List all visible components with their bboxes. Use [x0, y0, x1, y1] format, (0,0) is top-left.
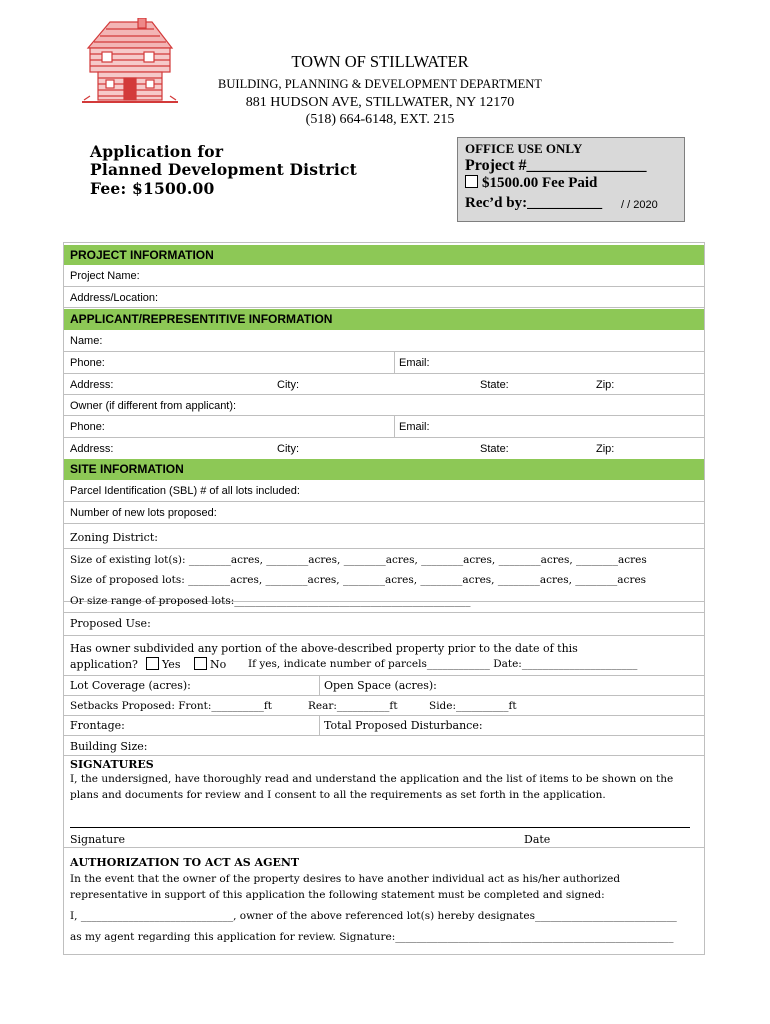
application-title-line1: Application for: [90, 142, 224, 161]
section-applicant-information: APPLICANT/REPRESENTITIVE INFORMATION: [64, 309, 704, 330]
signature-line[interactable]: [70, 827, 690, 828]
applicant-state-label: State:: [480, 379, 509, 391]
signature-label: Signature: [70, 833, 126, 846]
parcel-label: Parcel Identification (SBL) # of all lots included:: [70, 485, 300, 497]
zoning-row[interactable]: [64, 524, 704, 549]
frontage-label: Frontage:: [70, 719, 125, 732]
building-size-label: Building Size:: [70, 740, 148, 753]
divider: [319, 676, 320, 696]
zoning-label: Zoning District:: [70, 531, 158, 544]
agent-designation-line[interactable]: I, _____________________________, owner of the above referenced lot(s) hereby designates___________________________: [70, 910, 677, 922]
owner-row[interactable]: [64, 395, 704, 416]
coverage-row: [64, 676, 704, 696]
yes-label: Yes: [162, 658, 181, 671]
department-phone: (518) 664-6148, EXT. 215: [305, 112, 455, 127]
owner-label: Owner (if different from applicant):: [70, 400, 237, 412]
setbacks-rear: Rear:__________ft: [308, 700, 398, 712]
subdivided-row: [64, 636, 704, 676]
applicant-phone-label: Phone:: [70, 357, 105, 369]
size-range-label: Or size range of proposed lots:_____________________________________________: [70, 595, 471, 607]
office-date: / / 2020: [621, 199, 658, 211]
new-lots-label: Number of new lots proposed:: [70, 507, 217, 519]
fee-paid-label: $1500.00 Fee Paid: [482, 175, 598, 191]
agent-section: [64, 848, 704, 954]
applicant-name-label: Name:: [70, 335, 103, 347]
divider: [394, 416, 395, 438]
setbacks-front: Setbacks Proposed: Front:__________ft: [70, 700, 272, 712]
signatures-section: [64, 756, 704, 848]
owner-city-label: City:: [277, 443, 299, 455]
signatures-title: SIGNATURES: [70, 758, 154, 771]
no-label: No: [210, 658, 227, 671]
applicant-phone-email-row: [64, 352, 704, 374]
owner-address-row: [64, 438, 704, 458]
applicant-city-label: City:: [277, 379, 299, 391]
existing-lot-sizes: Size of existing lot(s): ________acres, ________acres, ________acres, ________acres, ________acres, ________acres: [70, 554, 647, 566]
open-space-label: Open Space (acres):: [324, 679, 437, 692]
frontage-row: [64, 716, 704, 736]
address-location-row[interactable]: [64, 287, 704, 308]
proposed-use-row[interactable]: [64, 612, 704, 636]
section-project-information: PROJECT INFORMATION: [64, 245, 704, 265]
town-logo: [80, 18, 180, 106]
application-form: [63, 242, 705, 955]
owner-phone-label: Phone:: [70, 421, 105, 433]
address-location-label: Address/Location:: [70, 292, 159, 304]
setbacks-row[interactable]: [64, 696, 704, 716]
fee-paid-checkbox[interactable]: [465, 175, 478, 188]
no-checkbox[interactable]: [194, 657, 207, 670]
divider: [319, 716, 320, 736]
office-fee-paid: [465, 175, 597, 192]
applicant-zip-label: Zip:: [596, 379, 615, 391]
owner-email-label: Email:: [399, 421, 430, 433]
parcel-row[interactable]: [64, 480, 704, 502]
new-lots-row[interactable]: [64, 502, 704, 524]
agent-title: AUTHORIZATION TO ACT AS AGENT: [70, 856, 300, 869]
disturbance-label: Total Proposed Disturbance:: [324, 719, 483, 732]
yes-option[interactable]: [140, 657, 180, 671]
proposed-lot-sizes: Size of proposed lots: ________acres, ________acres, ________acres, ________acres, ________acres, ________acres: [70, 574, 647, 586]
lot-coverage-label: Lot Coverage (acres):: [70, 679, 191, 692]
town-title: TOWN OF STILLWATER: [291, 52, 469, 71]
office-project-number: Project #_______________: [465, 157, 647, 174]
agent-signature-line[interactable]: as my agent regarding this application for review. Signature:_____________________________________________________: [70, 931, 674, 943]
office-received-by: Rec’d by:__________: [465, 195, 603, 211]
owner-state-label: State:: [480, 443, 509, 455]
owner-address-label: Address:: [70, 443, 114, 455]
proposed-use-label: Proposed Use:: [70, 617, 151, 630]
application-title-line2: Planned Development District: [90, 160, 358, 179]
owner-phone-email-row: [64, 416, 704, 438]
section-site-information: SITE INFORMATION: [64, 459, 704, 480]
signatures-text-line1: I, the undersigned, have thoroughly read and understand the application and the list of items to be shown on the: [70, 773, 674, 785]
size-range-row[interactable]: [64, 590, 704, 613]
applicant-name-row[interactable]: [64, 330, 704, 352]
parcels-count-date[interactable]: If yes, indicate number of parcels____________ Date:______________________: [248, 658, 638, 670]
subdivided-question-cont: application?: [70, 658, 138, 671]
office-use-title: OFFICE USE ONLY: [465, 141, 583, 156]
applicant-address-row: [64, 374, 704, 395]
office-use-box: [457, 137, 685, 222]
agent-text-line1: In the event that the owner of the property desires to have another individual act as his/her authorized: [70, 873, 621, 885]
applicant-email-label: Email:: [399, 357, 430, 369]
subdivided-question: Has owner subdivided any portion of the above-described property prior to the date of this: [70, 642, 578, 655]
signatures-text-line2: plans and documents for review and I consent to all the requirements as set forth in the application.: [70, 789, 606, 801]
date-label: Date: [524, 833, 551, 846]
no-option[interactable]: [188, 657, 226, 671]
setbacks-side: Side:__________ft: [429, 700, 517, 712]
department-address: 881 HUDSON AVE, STILLWATER, NY 12170: [245, 95, 515, 110]
project-name-label: Project Name:: [70, 270, 140, 282]
building-size-row[interactable]: [64, 736, 704, 756]
agent-text-line2: representative in support of this application the following statement must be completed and signed:: [70, 889, 605, 901]
applicant-address-label: Address:: [70, 379, 114, 391]
application-fee: Fee: $1500.00: [90, 179, 215, 198]
project-name-row[interactable]: [64, 265, 704, 287]
divider: [394, 352, 395, 374]
department-name: BUILDING, PLANNING & DEVELOPMENT DEPARTMENT: [218, 77, 542, 91]
owner-zip-label: Zip:: [596, 443, 615, 455]
yes-checkbox[interactable]: [146, 657, 159, 670]
